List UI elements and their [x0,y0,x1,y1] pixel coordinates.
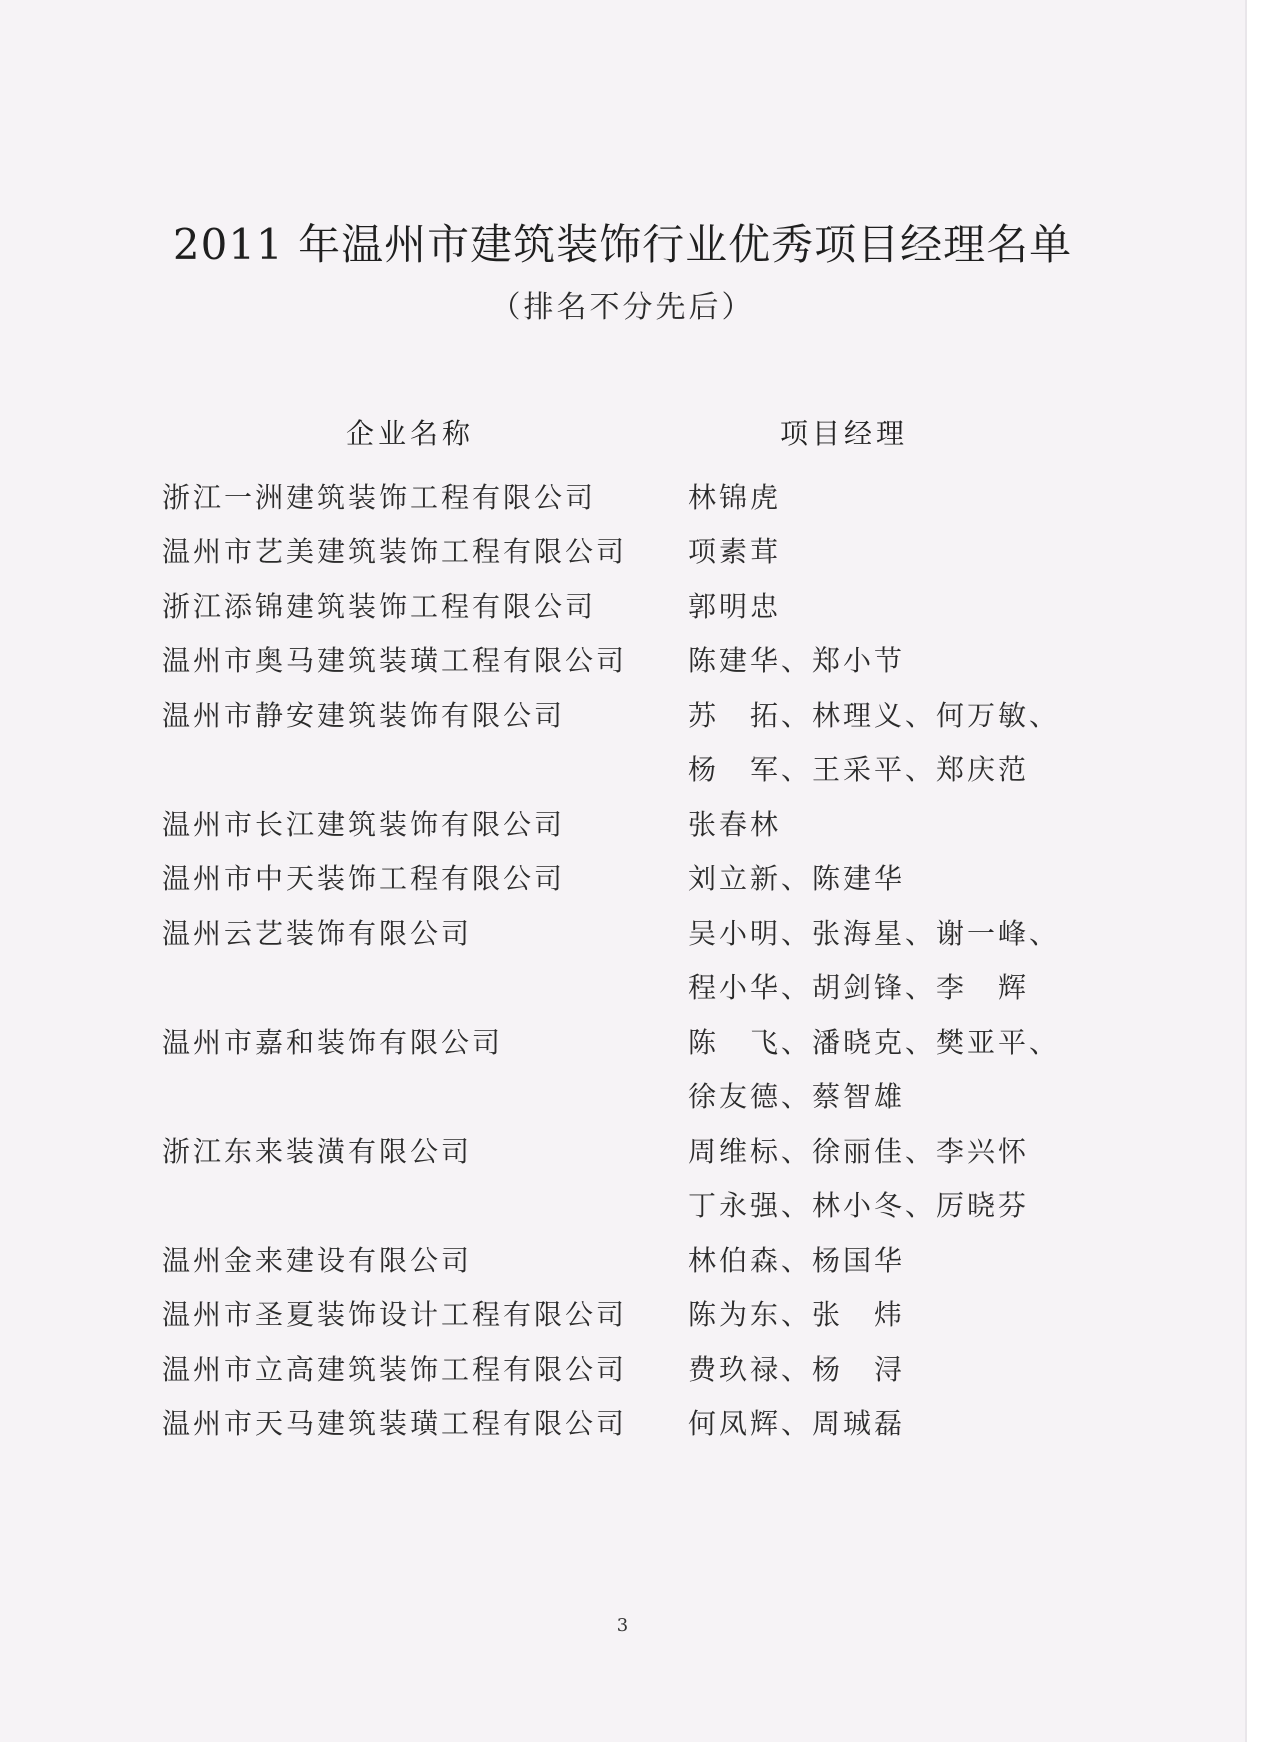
manager-line: 刘立新、陈建华 [688,862,906,895]
project-managers [688,1397,905,1452]
project-managers [688,852,905,907]
project-managers [688,798,781,853]
company-name: 温州市圣夏装饰设计工程有限公司 [162,1298,628,1331]
manager-line: 张春林 [688,807,782,841]
company-name: 温州市立高建筑装饰工程有限公司 [162,1352,628,1386]
company-name: 温州市静安建筑装饰有限公司 [162,698,566,732]
company-name: 温州市天马建筑装璜工程有限公司 [162,1407,628,1440]
manager-line: 苏 拓、林理义、何万敏、 [688,698,1061,732]
company-name: 温州市中天装饰工程有限公司 [162,862,566,895]
project-managers [688,689,1060,798]
manager-line: 费玖禄、杨 浔 [688,1352,906,1386]
column-header-company: 企业名称 [346,417,475,450]
project-managers [688,634,905,689]
page-title: 2011 年温州市建筑装饰行业优秀项目经理名单 [172,220,1073,269]
project-managers [688,1288,905,1343]
manager-line: 徐友德、蔡智雄 [688,1080,906,1113]
company-name: 浙江一洲建筑装饰工程有限公司 [162,480,597,514]
project-managers [688,1343,905,1398]
column-header-manager: 项目经理 [780,417,909,450]
page-number: 3 [616,1615,629,1636]
manager-line: 周维标、徐丽佳、李兴怀 [688,1134,1030,1168]
manager-line: 林锦虎 [688,480,782,514]
project-managers [688,471,781,526]
manager-line: 程小华、胡剑锋、李 辉 [688,971,1030,1004]
page-subtitle: （排名不分先后） [490,290,755,325]
company-name: 温州市长江建筑装饰有限公司 [162,807,566,841]
manager-line: 项素茸 [688,535,782,568]
project-managers [688,1016,1060,1125]
manager-line: 郭明忠 [688,589,782,623]
manager-line: 丁永强、林小冬、厉晓芬 [688,1189,1030,1222]
manager-line: 陈为东、张 炜 [688,1298,906,1331]
project-managers [688,525,781,580]
project-managers [688,1125,1029,1234]
manager-line: 吴小明、张海星、谢一峰、 [688,916,1061,950]
company-name: 温州市嘉和装饰有限公司 [162,1025,504,1059]
company-name: 温州金来建设有限公司 [162,1243,473,1277]
company-name: 温州云艺装饰有限公司 [162,916,473,950]
manager-line: 林伯森、杨国华 [688,1243,906,1277]
company-name: 浙江添锦建筑装饰工程有限公司 [162,589,597,623]
manager-line: 陈 飞、潘晓克、樊亚平、 [688,1025,1061,1059]
manager-line: 杨 军、王采平、郑庆范 [688,753,1030,786]
company-name: 浙江东来装潢有限公司 [162,1134,473,1168]
company-name: 温州市奥马建筑装璜工程有限公司 [162,644,628,677]
company-name: 温州市艺美建筑装饰工程有限公司 [162,535,628,568]
project-managers [688,907,1060,1016]
manager-line: 陈建华、郑小节 [688,644,906,677]
project-managers [688,580,781,635]
project-managers [688,1234,905,1289]
manager-line: 何凤辉、周珹磊 [688,1407,906,1440]
